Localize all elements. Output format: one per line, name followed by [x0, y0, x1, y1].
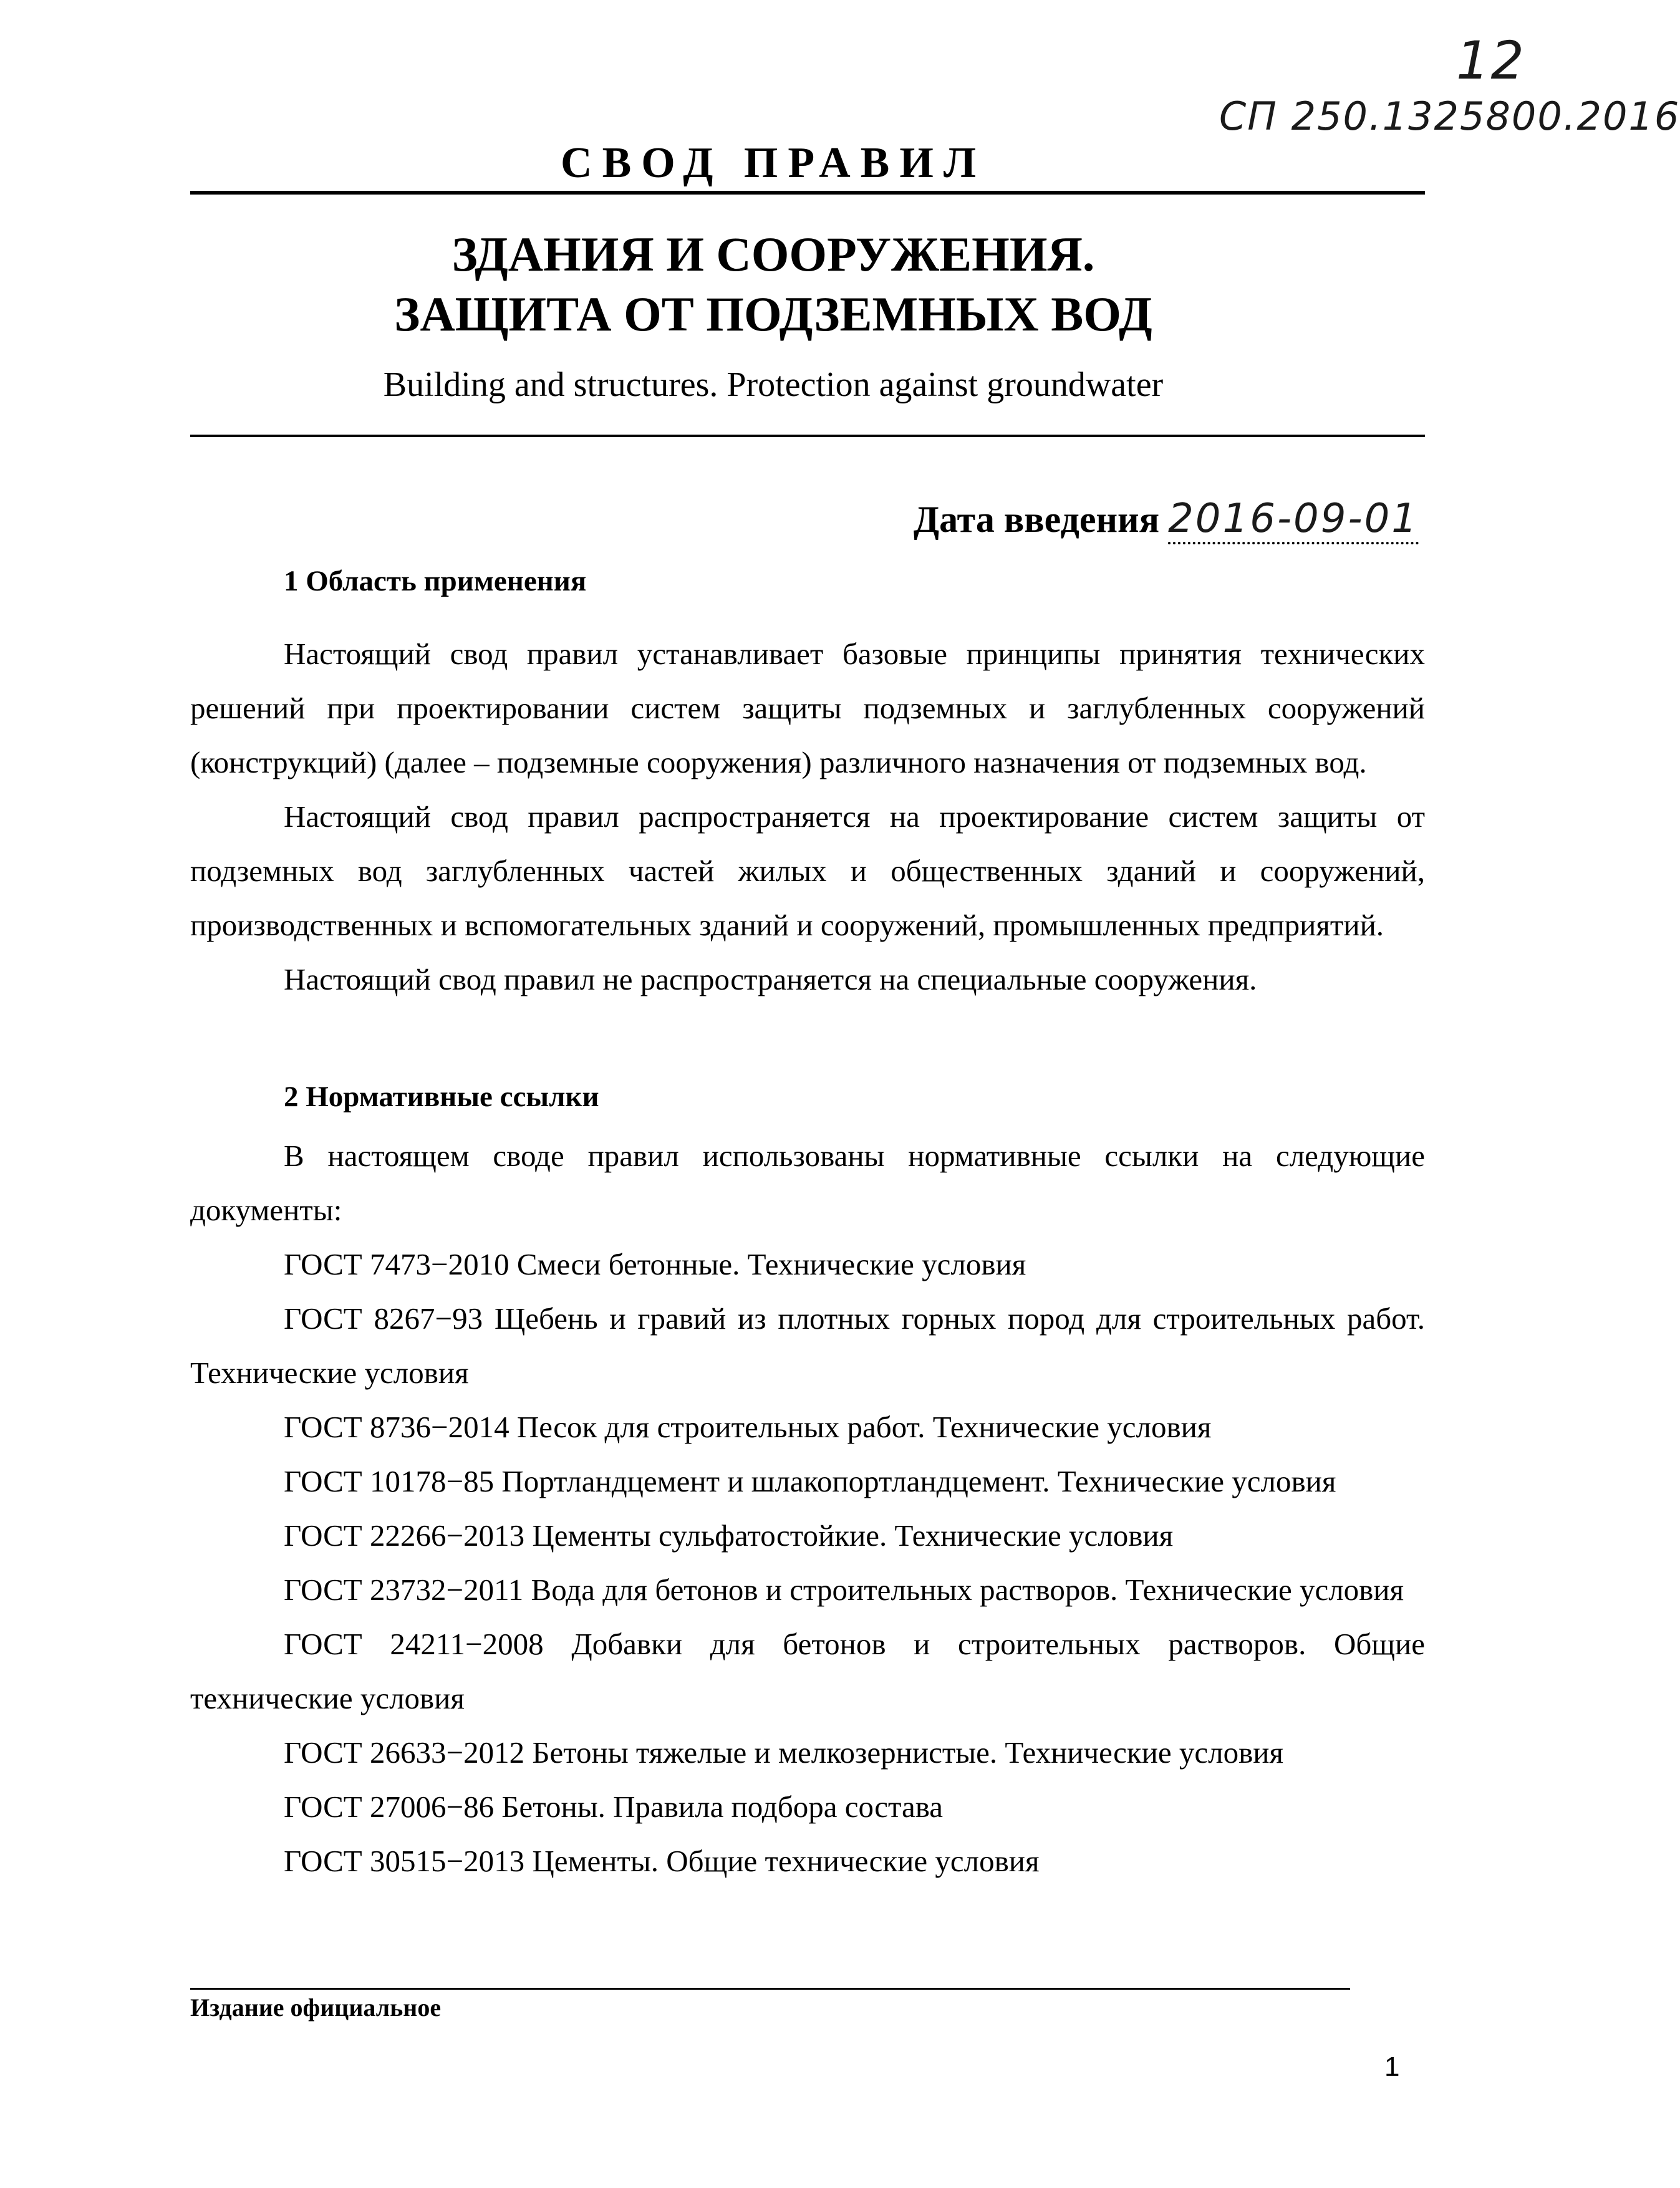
section-heading-normative-references: 2 Нормативные ссылки [284, 1081, 599, 1113]
reference-item: ГОСТ 23732−2011 Вода для бетонов и строительных растворов. Технические условия [284, 1573, 1404, 1607]
document-type: СВОД ПРАВИЛ [561, 139, 986, 187]
title-line-2: ЗАЩИТА ОТ ПОДЗЕМНЫХ ВОД [394, 287, 1152, 341]
effective-date-value: 2016-09-01 [1168, 496, 1419, 544]
reference-item: ГОСТ 27006−86 Бетоны. Правила подбора состава [284, 1790, 943, 1824]
paragraph: Настоящий свод правил не распространяется на специальные сооружения. [284, 962, 1257, 996]
paragraph: Настоящий свод правил распространяется на проектирование систем защиты от подземных вод заглубленных частей жилых и общественных зданий и сооружений, производственных и вспомогательных зданий и сооружений, промышленных предприятий. [190, 799, 1425, 942]
title-line-1: ЗДАНИЯ И СООРУЖЕНИЯ. [451, 227, 1095, 281]
handwritten-document-code: СП 250.1325800.2016 [1219, 94, 1680, 139]
reference-item: ГОСТ 8267−93 Щебень и гравий из плотных горных пород для строительных работ. Технические условия [190, 1301, 1425, 1390]
document-title-english: Building and structures. Protection against groundwater [383, 365, 1164, 404]
reference-item: ГОСТ 30515−2013 Цементы. Общие технические условия [284, 1844, 1040, 1878]
document-title [0, 224, 1547, 344]
edition-note: Издание официальное [190, 1993, 442, 2022]
header-rule [190, 191, 1425, 195]
reference-item: ГОСТ 24211−2008 Добавки для бетонов и строительных растворов. Общие технические условия [190, 1627, 1425, 1715]
reference-item: ГОСТ 7473−2010 Смеси бетонные. Технические условия [284, 1247, 1026, 1281]
effective-date-label: Дата введения [913, 499, 1160, 540]
paragraph: В настоящем своде правил использованы нормативные ссылки на следующие документы: [190, 1139, 1425, 1227]
effective-date [914, 496, 1419, 542]
reference-item: ГОСТ 26633−2012 Бетоны тяжелые и мелкозернистые. Технические условия [284, 1735, 1284, 1770]
reference-item: ГОСТ 22266−2013 Цементы сульфатостойкие. Технические условия [284, 1518, 1174, 1553]
reference-item: ГОСТ 8736−2014 Песок для строительных работ. Технические условия [284, 1410, 1212, 1444]
page-number: 1 [1384, 2051, 1400, 2082]
footnote-rule [190, 1988, 1350, 1990]
paragraph: Настоящий свод правил устанавливает базовые принципы принятия технических решений при проектировании систем защиты подземных и заглубленных сооружений (конструкций) (далее – подземные сооружения) различного назначения от подземных вод. [190, 637, 1425, 779]
handwritten-page-number: 12 [1456, 30, 1525, 91]
title-rule [190, 435, 1425, 437]
reference-item: ГОСТ 10178−85 Портландцемент и шлакопортландцемент. Технические условия [284, 1464, 1336, 1498]
reference-list [190, 1237, 1425, 1888]
section-heading-scope: 1 Область применения [284, 565, 587, 597]
